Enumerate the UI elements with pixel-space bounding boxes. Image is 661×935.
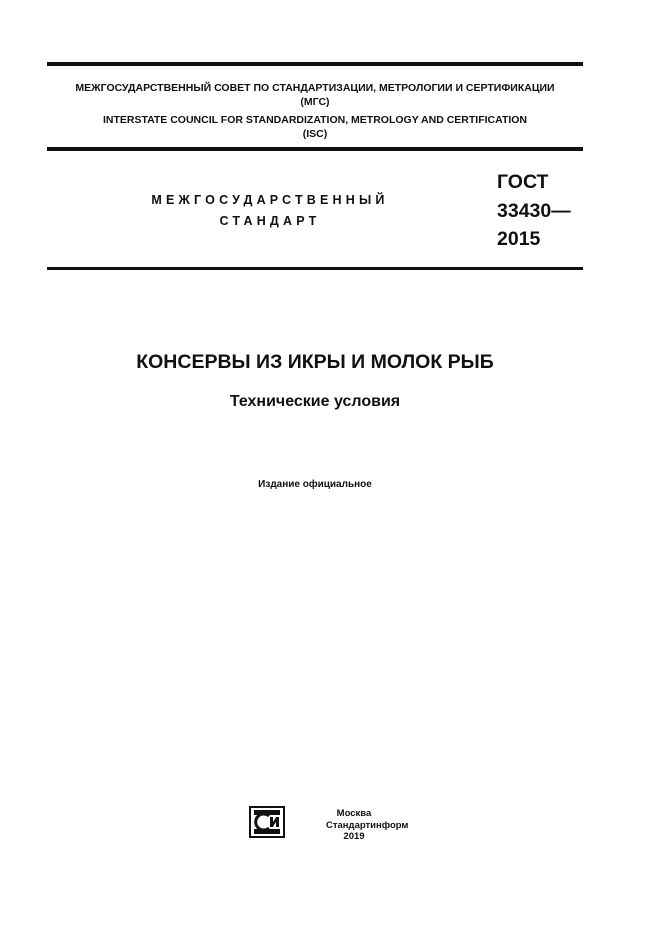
publisher-city: Москва	[336, 808, 372, 819]
standartinform-logo-icon	[249, 806, 285, 838]
designation-rule	[47, 267, 583, 270]
standard-type-line1: МЕЖГОСУДАРСТВЕННЫЙ	[151, 193, 389, 207]
standard-type	[120, 190, 420, 232]
header-rule	[47, 147, 583, 151]
publication-year: 2019	[343, 831, 365, 842]
standard-type-line2: СТАНДАРТ	[219, 214, 321, 228]
edition-note: Издание официальное	[258, 479, 372, 490]
top-rule	[47, 62, 583, 66]
gost-designation	[497, 168, 571, 254]
gost-year: 2015	[497, 228, 541, 250]
council-name-ru	[47, 81, 583, 109]
document-subtitle: Технические условия	[229, 393, 401, 410]
council-abbr-ru: (МГС)	[300, 96, 330, 108]
council-name-en	[47, 113, 583, 141]
gost-prefix: ГОСТ	[497, 171, 549, 193]
gost-number: 33430—	[497, 199, 571, 222]
council-name-en-line1: INTERSTATE COUNCIL FOR STANDARDIZATION, METROLOGY AND CERTIFICATION	[102, 114, 528, 126]
council-abbr-en: (ISC)	[302, 128, 328, 140]
document-title: КОНСЕРВЫ ИЗ ИКРЫ И МОЛОК РЫБ	[136, 351, 494, 373]
publisher-name: Стандартинформ	[326, 819, 409, 831]
council-name-ru-line1: МЕЖГОСУДАРСТВЕННЫЙ СОВЕТ ПО СТАНДАРТИЗАЦИИ, МЕТРОЛОГИИ И СЕРТИФИКАЦИИ	[75, 82, 555, 94]
publisher-info	[326, 808, 409, 843]
